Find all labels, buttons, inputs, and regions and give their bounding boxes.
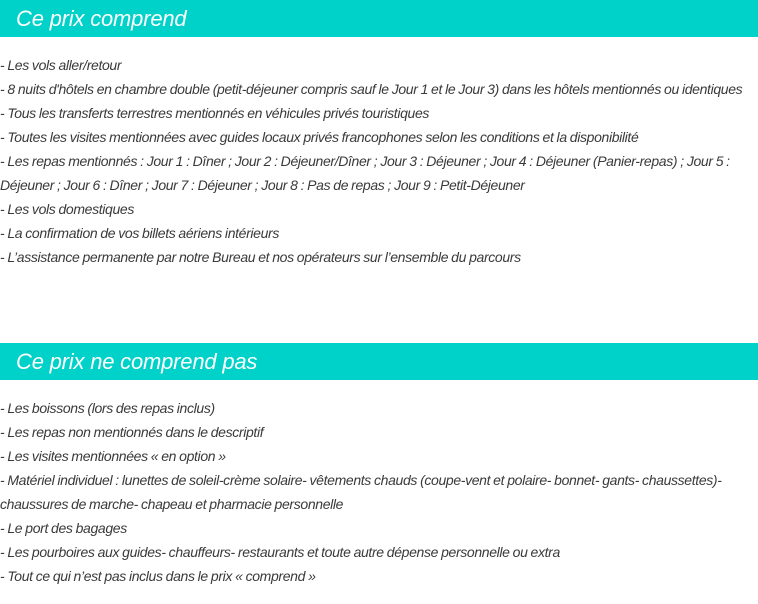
list-item: - Les vols aller/retour (0, 57, 122, 73)
list-item: - Le port des bagages (0, 520, 127, 536)
excludes-list (0, 396, 752, 588)
list-item: - Les visites mentionnées « en option » (0, 448, 226, 464)
list-item: - Toutes les visites mentionnées avec guides locaux privés francophones selon les conditions et la disponibilité (0, 129, 639, 145)
list-item: - La confirmation de vos billets aériens intérieurs (0, 225, 280, 241)
list-item: - L’assistance permanente par notre Bureau et nos opérateurs sur l’ensemble du parcours (0, 249, 521, 265)
list-item: - 8 nuits d'hôtels en chambre double (petit-déjeuner compris sauf le Jour 1 et le Jour 3) dans les hôtels mentionnés ou identiques (0, 81, 743, 97)
list-item: - Les vols domestiques (0, 201, 134, 217)
list-item: - Les boissons (lors des repas inclus) (0, 400, 215, 416)
includes-section-header (0, 0, 758, 37)
list-item: - Les pourboires aux guides- chauffeurs- restaurants et toute autre dépense personnelle ou extra (0, 544, 560, 560)
list-item: - Tout ce qui n’est pas inclus dans le prix « comprend » (0, 568, 316, 584)
list-item: - Les repas mentionnés : Jour 1 : Dîner ; Jour 2 : Déjeuner/Dîner ; Jour 3 : Déjeuner ; Jour 4 : Déjeuner (Panier-repas) ; Jour 5 : Déjeuner ; Jour 6 : Dîner ; Jour 7 : Déjeuner ; Jour 8 : Pas de repas ; Jour 9 : Petit-Déjeuner (0, 153, 730, 193)
list-item: - Les repas non mentionnés dans le descriptif (0, 424, 264, 440)
includes-list (0, 53, 752, 269)
list-item: - Tous les transferts terrestres mentionnés en véhicules privés touristiques (0, 105, 430, 121)
list-item: - Matériel individuel : lunettes de soleil-crème solaire- vêtements chauds (coupe-vent et polaire- bonnet- gants- chaussettes)-chaussures de marche- chapeau et pharmacie personnelle (0, 472, 722, 512)
includes-title: Ce prix comprend (16, 6, 187, 31)
excludes-title: Ce prix ne comprend pas (16, 349, 258, 374)
excludes-section-header (0, 343, 758, 380)
